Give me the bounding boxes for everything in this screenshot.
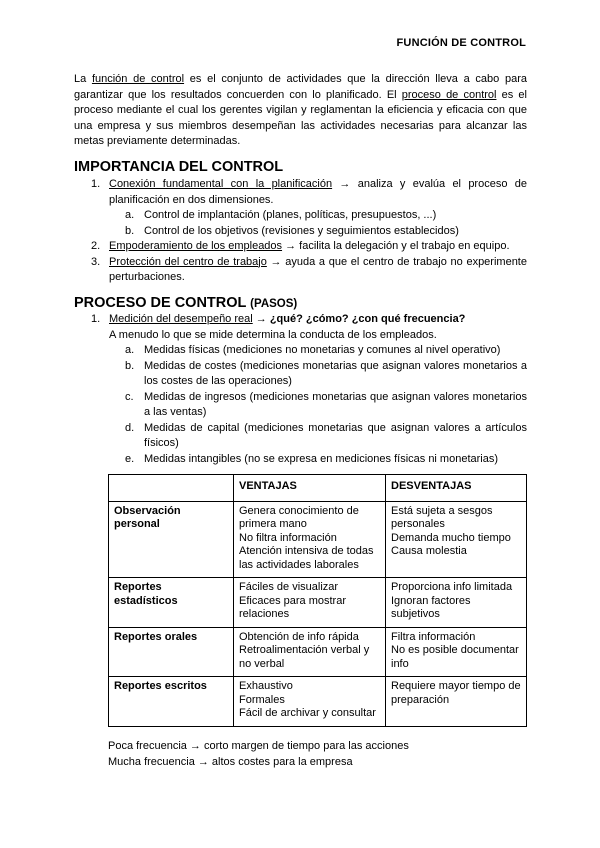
intro-paragraph (74, 72, 527, 150)
cell-line: No filtra información (239, 531, 337, 544)
cell-line: Eficaces para mostrar relaciones (239, 594, 346, 620)
proceso-list (74, 312, 527, 467)
sub-text: Medidas de capital (mediciones monetarias que asignan valores a artículos físicos) (144, 421, 527, 449)
section-title-note: (PASOS) (250, 298, 298, 310)
ventajas-cell (234, 627, 386, 677)
row-label: Observación personal (109, 501, 234, 578)
list-number: 2. (91, 240, 101, 252)
table-row (109, 627, 527, 677)
cell-line: No es posible documentar info (391, 644, 519, 670)
table-header-cell: DESVENTAJAS (386, 475, 527, 502)
page-header: FUNCIÓN DE CONTROL (396, 37, 526, 49)
sub-item (125, 452, 527, 468)
cell-line: Filtra información (391, 630, 476, 643)
row-label: Reportes estadísticos (109, 578, 234, 628)
section-title-proceso (74, 295, 297, 311)
list-item-text: → analiza y evalúa el proceso de planificación en dos dimensiones. (109, 178, 527, 206)
sub-item (125, 224, 527, 240)
list-item-term: Empoderamiento de los empleados (109, 240, 283, 252)
list-item (74, 239, 527, 255)
sub-item (125, 421, 527, 452)
section-title-text: PROCESO DE CONTROL (74, 295, 247, 311)
section-title-importancia: IMPORTANCIA DEL CONTROL (74, 159, 284, 175)
term-proceso-de-control: proceso de control (401, 88, 497, 101)
cell-line: Proporciona info limitada (391, 581, 513, 593)
ventajas-cell (234, 501, 386, 578)
table-row (109, 501, 527, 578)
list-item-text: → facilita la delegación y el trabajo en equipo. (282, 240, 510, 252)
list-number: 3. (91, 255, 101, 268)
desventajas-cell (386, 677, 527, 727)
cell-line: Exhaustivo (239, 680, 293, 692)
cell-line: Fáciles de visualizar (239, 581, 339, 593)
cell-line: Ignoran factores subjetivos (391, 594, 471, 620)
comparison-table (108, 474, 527, 727)
importancia-list (74, 177, 527, 286)
ventajas-cell (234, 578, 386, 628)
cell-line: Genera conocimiento de primera mano (239, 504, 359, 530)
table-header-cell: VENTAJAS (234, 475, 386, 502)
cell-line: Retroalimentación verbal y no verbal (239, 644, 370, 670)
footer-line: Poca frecuencia → corto margen de tiempo para las acciones (108, 740, 409, 752)
sub-text: Medidas físicas (mediciones no monetarias y comunes al nivel operativo) (144, 344, 501, 356)
cell-line: Fácil de archivar y consultar (239, 707, 376, 719)
cell-line: Atención intensiva de todas las actividades laborales (239, 545, 374, 571)
arrow: → (252, 313, 270, 325)
sub-item (125, 343, 527, 359)
table-row (109, 578, 527, 628)
sub-letter: b. (125, 224, 135, 237)
sub-letter: a. (125, 344, 135, 356)
desventajas-cell (386, 501, 527, 578)
sub-letter: e. (125, 452, 135, 465)
footer-notes (108, 739, 409, 770)
list-item (74, 177, 527, 208)
sub-letter: a. (125, 209, 135, 221)
sub-letter: b. (125, 359, 135, 372)
cell-line: Demanda mucho tiempo (391, 531, 511, 544)
cell-line: Formales (239, 693, 285, 706)
sub-letter: d. (125, 421, 135, 434)
intro-text: La (74, 73, 92, 85)
sub-item (125, 359, 527, 390)
term-funcion-de-control: función de control (91, 73, 185, 85)
list-item-text: → ayuda a que el centro de trabajo no experimente perturbaciones. (109, 255, 527, 283)
sub-text: Medidas intangibles (no se expresa en mediciones físicas ni monetarias) (144, 452, 499, 465)
list-number: 1. (91, 178, 101, 190)
list-number: 1. (91, 313, 101, 325)
sub-letter: c. (125, 390, 134, 403)
list-item-term: Conexión fundamental con la planificación (109, 178, 333, 190)
ventajas-cell (234, 677, 386, 727)
row-label: Reportes escritos (109, 677, 234, 727)
desventajas-cell (386, 627, 527, 677)
cell-line: Causa molestia (391, 545, 467, 557)
intro-text: es el proceso mediante el cual los gerentes vigilan y reglamentan la eficiencia y eficacia con que una empresa y sus miembros desempeñan las actividades necesarias para alcanzar las metas previamente determinadas. (74, 88, 527, 147)
key-questions: ¿qué? ¿cómo? ¿con qué frecuencia? (269, 313, 466, 325)
proceso-note: A menudo lo que se mide determina la conducta de los empleados. (109, 328, 437, 341)
cell-line: Requiere mayor tiempo de preparación (391, 680, 521, 706)
table-header-cell (109, 475, 234, 502)
list-item (74, 312, 527, 328)
footer-line: Mucha frecuencia → altos costes para la empresa (108, 755, 353, 768)
cell-line: Está sujeta a sesgos personales (391, 504, 493, 530)
cell-line: Obtención de info rápida (239, 630, 359, 643)
sub-text: Medidas de ingresos (mediciones monetarias que asignan valores monetarios a las ventas) (144, 390, 527, 418)
intro-text: es el conjunto de actividades que la dirección lleva a cabo para garantizar que los resultados concuerden con lo planificado. El (74, 73, 527, 101)
row-label: Reportes orales (109, 627, 234, 677)
list-item (74, 255, 527, 286)
desventajas-cell (386, 578, 527, 628)
list-item-term: Protección del centro de trabajo (109, 255, 267, 268)
sub-text: Medidas de costes (mediciones monetarias que asignan valores monetarios a los costes de las operaciones) (144, 359, 527, 387)
sub-text: Control de los objetivos (revisiones y seguimientos establecidos) (144, 224, 459, 237)
sub-text: Control de implantación (planes, políticas, presupuestos, ...) (144, 209, 437, 221)
table-header-row (109, 475, 527, 502)
sub-item (125, 390, 527, 421)
sub-item (125, 208, 527, 224)
list-item-term: Medición del desempeño real (109, 313, 253, 325)
table-row (109, 677, 527, 727)
